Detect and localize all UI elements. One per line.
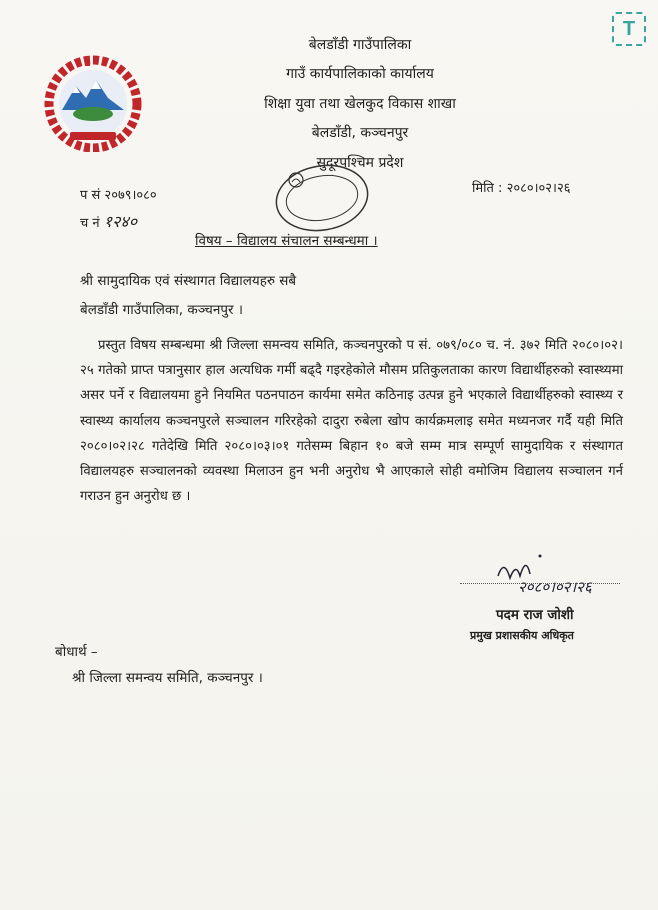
officer-name: पदम राज जोशी [496,607,574,623]
recipient-line-2: बेलडाँडी गाउँपालिका, कञ्चनपुर । [80,302,243,318]
officer-title: प्रमुख प्रशासकीय अधिकृत [470,629,574,642]
signature-line [460,583,620,584]
cc-label: बोधार्थ – [55,644,98,660]
cc-recipient: श्री जिल्ला समन्वय समिति, कञ्चनपुर । [72,670,263,686]
signature [490,548,620,598]
svg-text:२०८०।०२।२६: २०८०।०२।२६ [518,578,592,596]
letter-subject: विषय – विद्यालय संचालन सम्बन्धमा । [195,233,378,249]
government-emblem [40,52,146,152]
dispatch-number [80,210,137,232]
department-name: शिक्षा युवा तथा खेलकुद विकास शाखा [264,96,456,112]
office-subname: गाउँ कार्यपालिकाको कार्यालय [286,66,434,82]
letter-date: मिति : २०८०।०२।२६ [472,181,571,196]
province-name: सुदूरपश्चिम प्रदेश [316,155,404,171]
text-scan-icon[interactable]: T [612,12,646,46]
letter-body: प्रस्तुत विषय सम्बन्धमा श्री जिल्ला समन्वय समिति, कञ्चनपुरको प सं. ०७९/०८० च. नं. ३७२ मिति २०८०।०२।२५ गतेको प्राप्त पत्रानुसार हाल अत्यधिक गर्मी बढ्दै गइरहेकोले मौसम प्रतिकुलताका कारण विद्यार्थीहरुको स्वास्थ्यमा असर पर्ने र विद्यालयमा हुने नियमित पठनपाठन कार्यमा समेत कठिनाइ उत्पन्न हुने भएकाले विद्यार्थीहरुको स्वास्थ्य र स्वास्थ्य कार्यालय कञ्चनपुरले सञ्चालन गरिरहेको दादुरा रुबेला खोप कार्यक्रमलाइ समेत मध्यनजर गर्दै यही मिति २०८०।०२।२८ गतेदेखि मिति २०८०।०३।०१ गतेसम्म बिहान १० बजे सम्म मात्र सम्पूर्ण सामुदायिक र संस्थागत विद्यालयहरु सञ्चालनको व्यवस्था मिलाउन हुन भनी अनुरोध भै आएकाले सोही वमोजिम विद्यालय सञ्चालन गर्न गराउन हुन अनुरोध छ । [80,338,623,505]
reference-number: प सं २०७९।०८० [80,188,157,203]
office-address: बेलडाँडी, कञ्चनपुर [311,125,409,141]
office-stamp [270,158,375,238]
recipient-line-1: श्री सामुदायिक एवं संस्थागत विद्यालयहरु सबै [80,273,297,289]
office-name: बेलडाँडी गाउँपालिका [308,37,412,53]
dispatch-number-handwritten: १२४० [103,212,138,231]
dispatch-number-label: च नं [80,216,104,231]
